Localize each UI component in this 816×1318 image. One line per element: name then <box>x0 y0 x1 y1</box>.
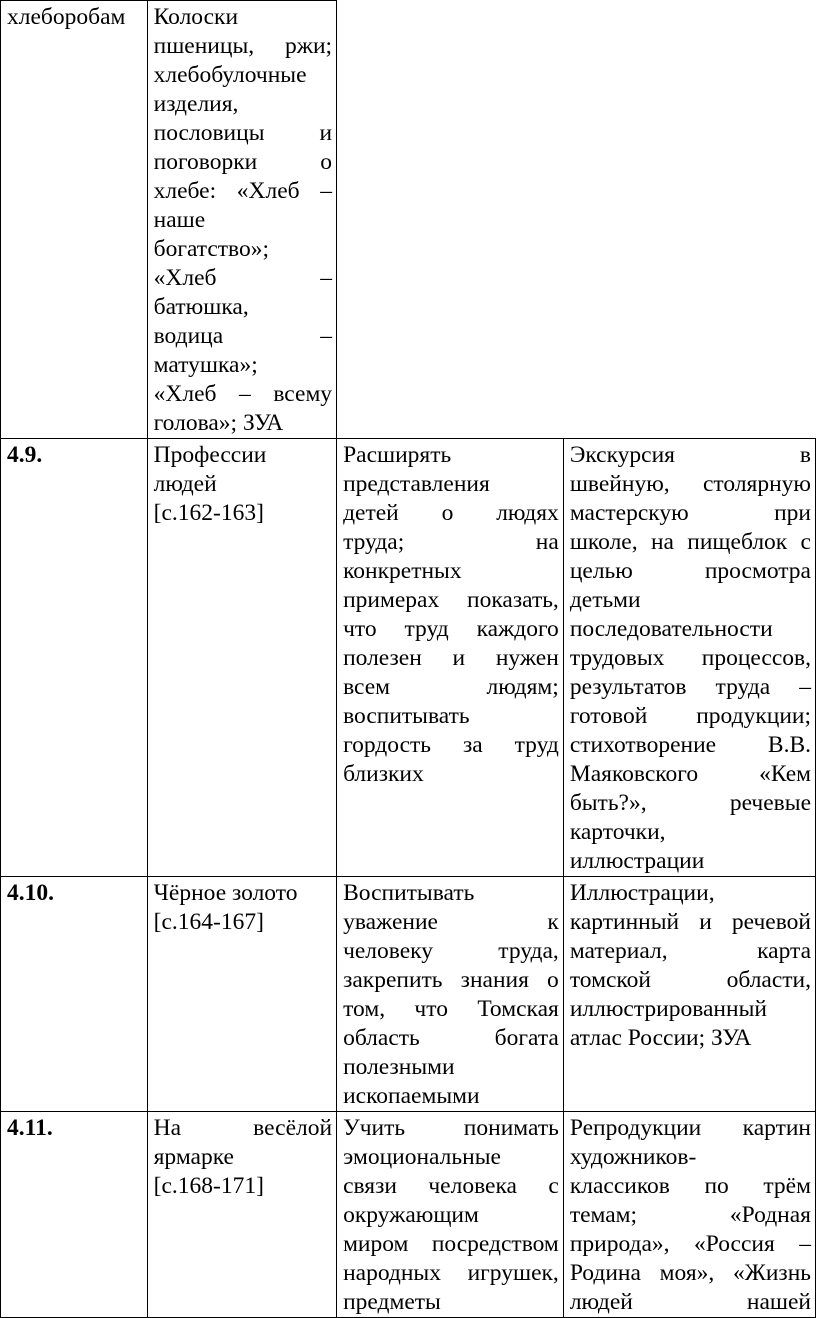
table-row <box>1 1 816 439</box>
text-line: область богата <box>343 1025 559 1051</box>
text-line: пословицы и <box>153 120 333 146</box>
text-line: хлебе: «Хлеб – <box>153 178 333 204</box>
text-line: изделия, <box>153 91 239 117</box>
topic-cell <box>147 439 336 877</box>
text-line: труда; на <box>343 529 559 555</box>
text-line: эмоциональные <box>343 1144 501 1170</box>
text-line: всем людям; <box>343 674 559 700</box>
text-line: ярмарке <box>153 1144 234 1170</box>
text-line: школе, на пищеблок с <box>569 529 811 555</box>
text-line: темам; «Родная <box>569 1202 811 1228</box>
materials-cell <box>563 877 815 1112</box>
text-line: готовой продукции; <box>569 703 811 729</box>
text-line: Иллюстрации, <box>569 880 715 906</box>
row-number: 4.9. <box>1 439 148 877</box>
text-line: последовательности <box>569 616 773 642</box>
text-line: хлебобулочные <box>153 62 307 88</box>
text-line: воспитывать <box>343 703 470 729</box>
text-line: батюшка, <box>153 294 249 320</box>
text-line: что труд каждого <box>343 616 559 642</box>
topic-text: хлеборобам <box>7 4 126 30</box>
empty-cell <box>337 1 564 439</box>
text-line: природа», «Россия – <box>569 1231 811 1257</box>
text-line: примерах показать, <box>343 587 559 613</box>
text-line: окружающим <box>343 1202 479 1228</box>
text-line: предметы <box>343 1289 441 1315</box>
goals-cell <box>337 1112 564 1318</box>
text-line: полезен и нужен <box>343 645 559 671</box>
text-line: народных игрушек, <box>343 1260 559 1286</box>
text-line: атлас России; ЗУА <box>569 1025 752 1051</box>
materials-cell <box>563 1112 815 1318</box>
text-line: целью просмотра <box>569 558 811 584</box>
text-line: пшеницы, ржи; <box>153 33 333 59</box>
text-line: близких <box>343 761 424 787</box>
text-line: водица – <box>153 323 333 349</box>
text-line: карточки, <box>569 819 666 845</box>
text-line: Воспитывать <box>343 880 475 906</box>
text-line: стихотворение В.В. <box>569 732 811 758</box>
text-line: Репродукции картин <box>569 1115 811 1141</box>
text-line: Маяковского «Кем <box>569 761 811 787</box>
text-line: представления <box>343 471 490 497</box>
text-line: конкретных <box>343 558 462 584</box>
text-line: классиков по трём <box>569 1173 811 1199</box>
text-line: человеку труда, <box>343 938 559 964</box>
text-line: Расширять <box>343 442 452 468</box>
text-line: связи человека с <box>343 1173 559 1199</box>
text-line: гордость за труд <box>343 732 559 758</box>
empty-cell <box>563 1 815 439</box>
text-line: Экскурсия в <box>569 442 811 468</box>
text-line: уважение к <box>343 909 559 935</box>
text-line: томской области, <box>569 967 811 993</box>
goals-cell <box>337 877 564 1112</box>
materials-cell <box>147 1 336 439</box>
text-line: «Хлеб – <box>153 265 333 291</box>
text-line: результатов труда – <box>569 674 811 700</box>
text-line: На весёлой <box>153 1115 333 1141</box>
text-line: Профессии <box>153 442 267 468</box>
text-line: художников- <box>569 1144 697 1170</box>
text-line: Чёрное золото <box>153 880 298 906</box>
text-line: людей <box>153 471 217 497</box>
text-line: закрепить знания о <box>343 967 559 993</box>
table-row <box>1 1112 816 1318</box>
text-line: богатство»; <box>153 236 270 262</box>
topic-cell <box>147 877 336 1112</box>
text-line: голова»; ЗУА <box>153 410 284 436</box>
text-line: швейную, столярную <box>569 471 811 497</box>
text-line: детьми <box>569 587 641 613</box>
text-line: быть?», речевые <box>569 790 811 816</box>
table-row <box>1 877 816 1112</box>
goals-cell <box>337 439 564 877</box>
text-line: трудовых процессов, <box>569 645 811 671</box>
text-line: том, что Томская <box>343 996 559 1022</box>
text-line: полезными <box>343 1054 455 1080</box>
text-line: картинный и речевой <box>569 909 811 935</box>
text-line: детей о людях <box>343 500 559 526</box>
text-line: иллюстрированный <box>569 996 767 1022</box>
text-line: Родина моя», «Жизнь <box>569 1260 811 1286</box>
text-line: ископаемыми <box>343 1083 480 1109</box>
text-line: «Хлеб – всему <box>153 381 333 407</box>
text-line: наше <box>153 207 206 233</box>
materials-cell <box>563 439 815 877</box>
text-line: людей нашей <box>569 1289 811 1315</box>
text-line: [с.168-171] <box>153 1173 264 1199</box>
row-number: 4.11. <box>1 1112 148 1318</box>
text-line: миром посредством <box>343 1231 559 1257</box>
topic-cell <box>1 1 148 439</box>
topic-cell <box>147 1112 336 1318</box>
text-line: иллюстрации <box>569 848 705 874</box>
row-number: 4.10. <box>1 877 148 1112</box>
table-row <box>1 439 816 877</box>
text-line: поговорки о <box>153 149 333 175</box>
text-line: [с.162-163] <box>153 500 264 526</box>
text-line: материал, карта <box>569 938 811 964</box>
text-line: Колоски <box>153 4 239 30</box>
text-line: матушка»; <box>153 352 258 378</box>
text-line: Учить понимать <box>343 1115 559 1141</box>
text-line: мастерскую при <box>569 500 811 526</box>
text-line: [с.164-167] <box>153 909 264 935</box>
